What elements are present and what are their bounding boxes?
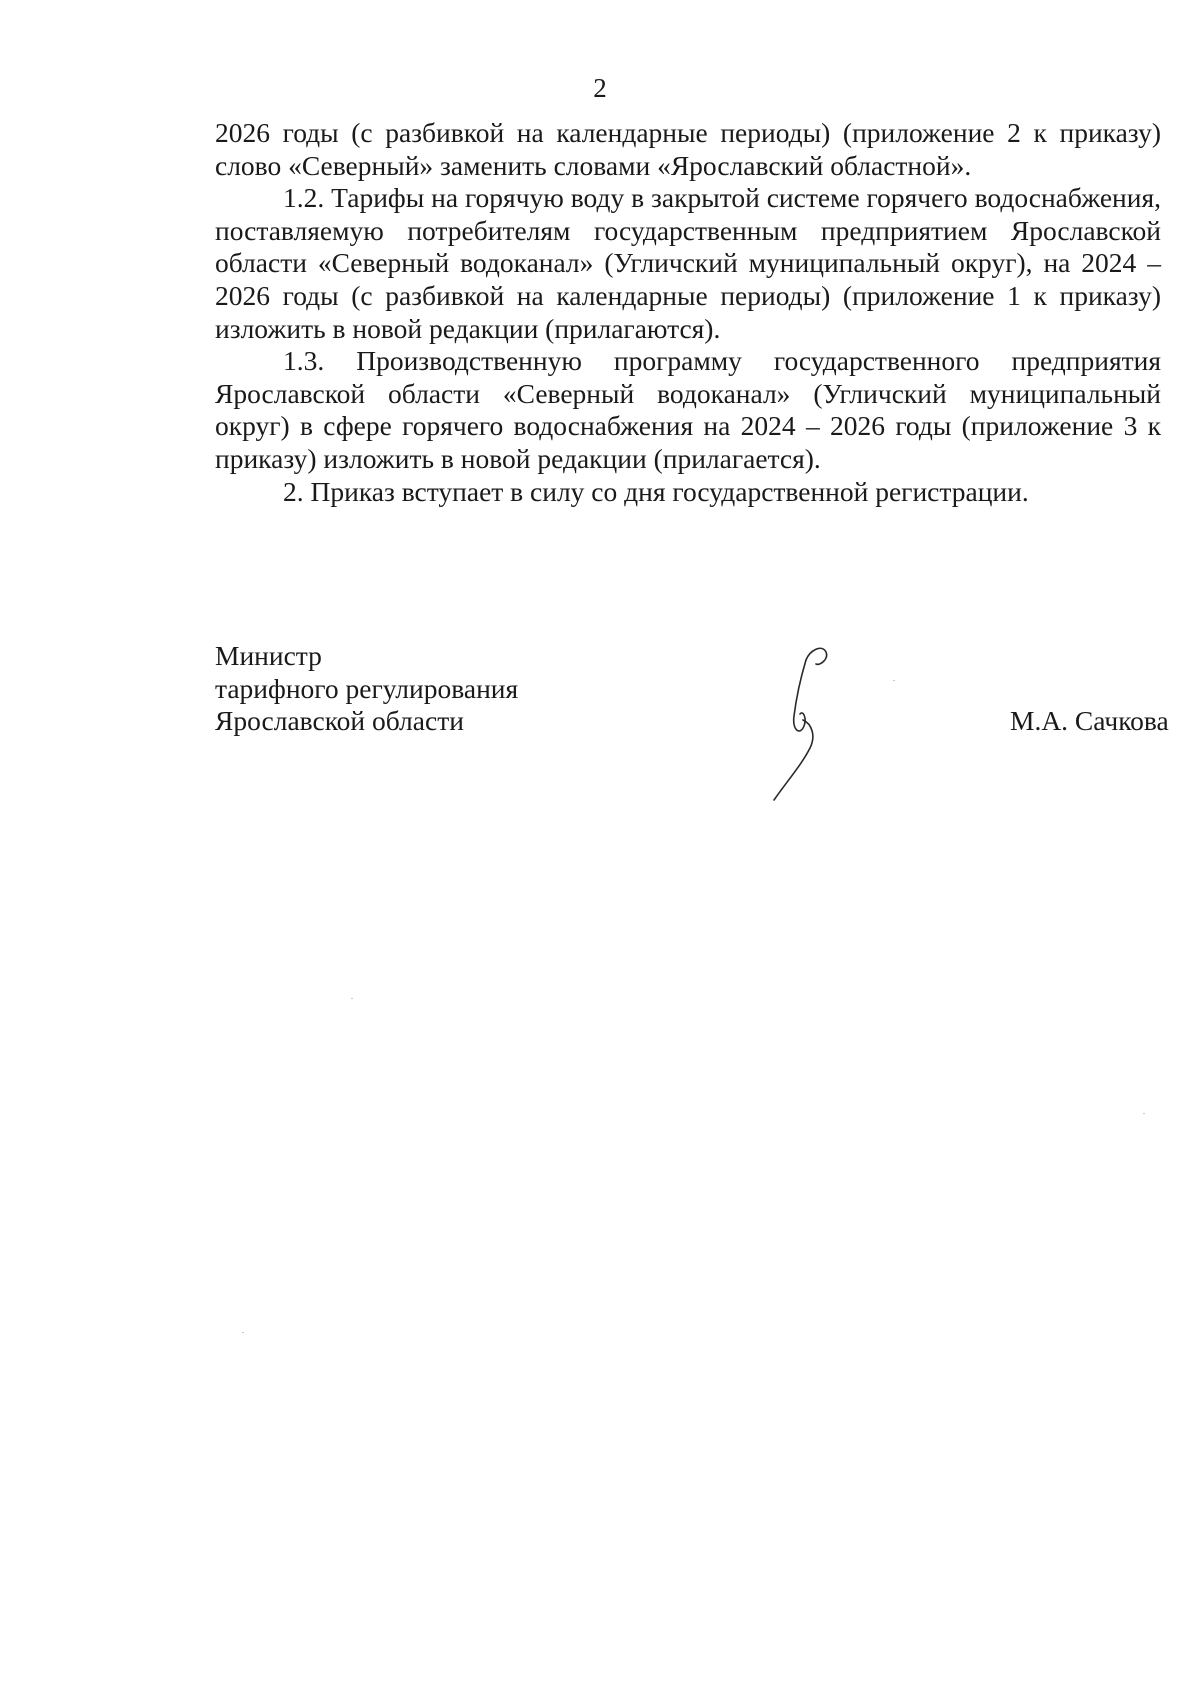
signer-name: М.А. Сачкова: [1010, 705, 1169, 736]
scan-speck: [242, 1332, 244, 1333]
paragraph-continuation: 2026 годы (с разбивкой на календарные периоды) (приложение 2 к приказу) слово «Северный» заменить словами «Ярославский областной».: [215, 117, 1161, 181]
paragraph-2: 2. Приказ вступает в силу со дня государственной регистрации.: [283, 475, 1029, 507]
signer-title-line: тарифного регулирования: [215, 672, 519, 704]
signer-title-line: Министр: [215, 640, 322, 671]
signer-title-line: Ярославской области: [215, 705, 464, 737]
paragraph-1-3: 1.3. Производственную программу государственного предприятия Ярославской области «Северный водоканал» (Угличский муниципальный округ) в сфере горячего водоснабжения на 2024 – 2026 годы (приложение 3 к приказу) изложить в новой редакции (прилагается).: [215, 345, 1161, 474]
scan-speck: [1143, 1113, 1145, 1114]
paragraph-1-2: 1.2. Тарифы на горячую воду в закрытой системе горячего водоснабжения, поставляемую потребителям государственным предприятием Ярославской области «Северный водоканал» (Угличский муниципальный округ), на 2024 – 2026 годы (с разбивкой на календарные периоды) (приложение 1 к приказу) изложить в новой редакции (прилагаются).: [215, 182, 1161, 344]
scan-speck: [351, 998, 353, 999]
scan-speck: [893, 680, 895, 681]
handwritten-signature: [770, 640, 870, 810]
document-body: [215, 117, 1161, 508]
page-number: 2: [593, 73, 607, 103]
signature-block: [215, 640, 1175, 738]
